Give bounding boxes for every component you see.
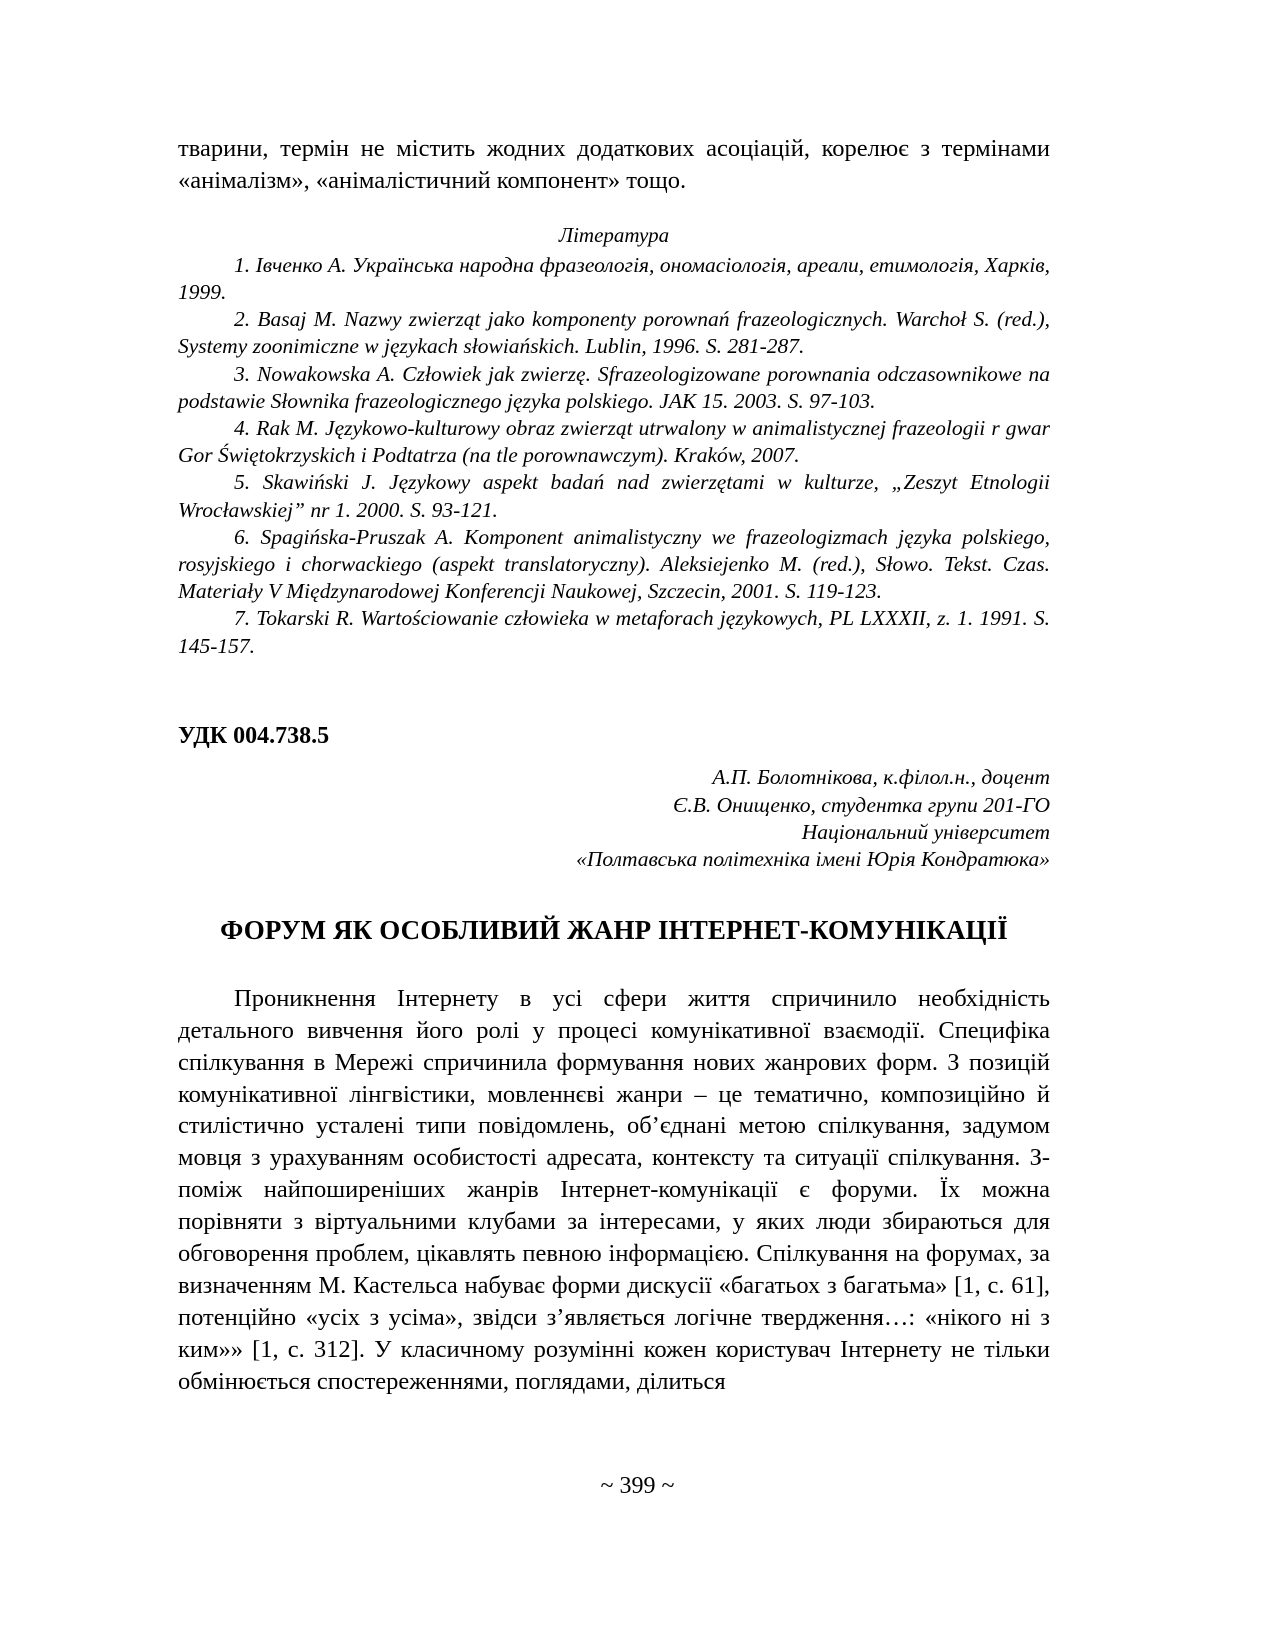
references-heading: Література <box>558 222 670 247</box>
reference-item: 3. Nowakowska A. Człowiek jak zwierzę. Sfrazeologizowane porownania odczasownikowe na podstawie Słownika frazeologicznego języka polskiego. JAK 15. 2003. S. 97-103. <box>178 361 1050 413</box>
references-list <box>178 252 1050 660</box>
author-line: Є.В. Онищенко, студентка групи 201-ГО <box>673 792 1050 817</box>
institution-line: «Полтавська політехніка імені Юрія Кондратюка» <box>576 847 1050 872</box>
institution-line: Національний університет <box>801 820 1050 845</box>
page-number-footer: ~ 399 ~ <box>600 1473 675 1499</box>
reference-item: 6. Spagińska-Pruszak A. Komponent animalistyczny we frazeologizmach języka polskiego, rosyjskiego i chorwackiego (aspekt translatoryczny). Aleksiejenko M. (red.), Słowo. Tekst. Czas. Materiały V Międzynarodowej Konferencji Naukowej, Szczecin, 2001. S. 119-123. <box>178 524 1050 604</box>
reference-item: 4. Rak M. Językowo-kulturowy obraz zwierząt utrwalony w animalistycznej frazeologii r gwar Gor Świętokrzyskich i Podtatrza (na tle porownawczym). Kraków, 2007. <box>178 416 1050 468</box>
udc-code: УДК 004.738.5 <box>178 722 330 749</box>
continuation-paragraph: тварини, термін не містить жодних додаткових асоціацій, корелює з термінами «анімалізм», «анімалістичний компонент» тощо. <box>178 135 1050 194</box>
reference-item: 7. Tokarski R. Wartościowanie człowieka w metaforach językowych, PL LXXXII, z. 1. 1991. S. 145-157. <box>178 606 1050 658</box>
reference-item: 1. Івченко А. Українська народна фразеологія, ономасіологія, ареали, етимологія, Харків, 1999. <box>178 252 1050 305</box>
article-title: ФОРУМ ЯК ОСОБЛИВИЙ ЖАНР ІНТЕРНЕТ-КОМУНІКАЦІЇ <box>220 914 1008 945</box>
body-paragraph: Проникнення Інтернету в усі сфери життя спричинило необхідність детального вивчення його ролі у процесі комунікативної взаємодії. Специфіка спілкування в Мережі спричинила формування нових жанрових форм. З позицій комунікативної лінгвістики, мовленнєві жанри – це тематично, композиційно й стилістично усталені типи повідомлень, об’єднані метою спілкування, задумом мовця з урахуванням особистості адресата, контексту та ситуації спілкування. З-поміж найпоширеніших жанрів Інтернет-комунікації є форуми. Їх можна порівняти з віртуальними клубами за інтересами, у яких люди збираються для обговорення проблем, цікавлять певною інформацією. Спілкування на форумах, за визначенням М. Кастельса набуває форми дискусії «багатьох з багатьма» [1, с. 61], потенційно «усіх з усіма», звідси з’являється логічне твердження…: «нікого ні з ким»» [1, с. 312]. У класичному розумінні кожен користувач Інтернету не тільки обмінюється спостереженнями, поглядами, ділиться <box>178 984 1050 1396</box>
page-content <box>178 133 1050 1398</box>
author-line: А.П. Болотнікова, к.філол.н., доцент <box>712 765 1050 790</box>
reference-item: 5. Skawiński J. Językowy aspekt badań nad zwierzętami w kulturze, „Zeszyt Etnologii Wrocławskiej” nr 1. 2000. S. 93-121. <box>178 470 1050 522</box>
reference-item: 2. Basaj M. Nazwy zwierząt jako komponenty porownań frazeologicznych. Warchoł S. (red.), Systemy zoonimiczne w językach słowiańskich. Lublin, 1996. S. 281-287. <box>178 307 1050 359</box>
author-affiliation-block <box>178 764 1050 873</box>
